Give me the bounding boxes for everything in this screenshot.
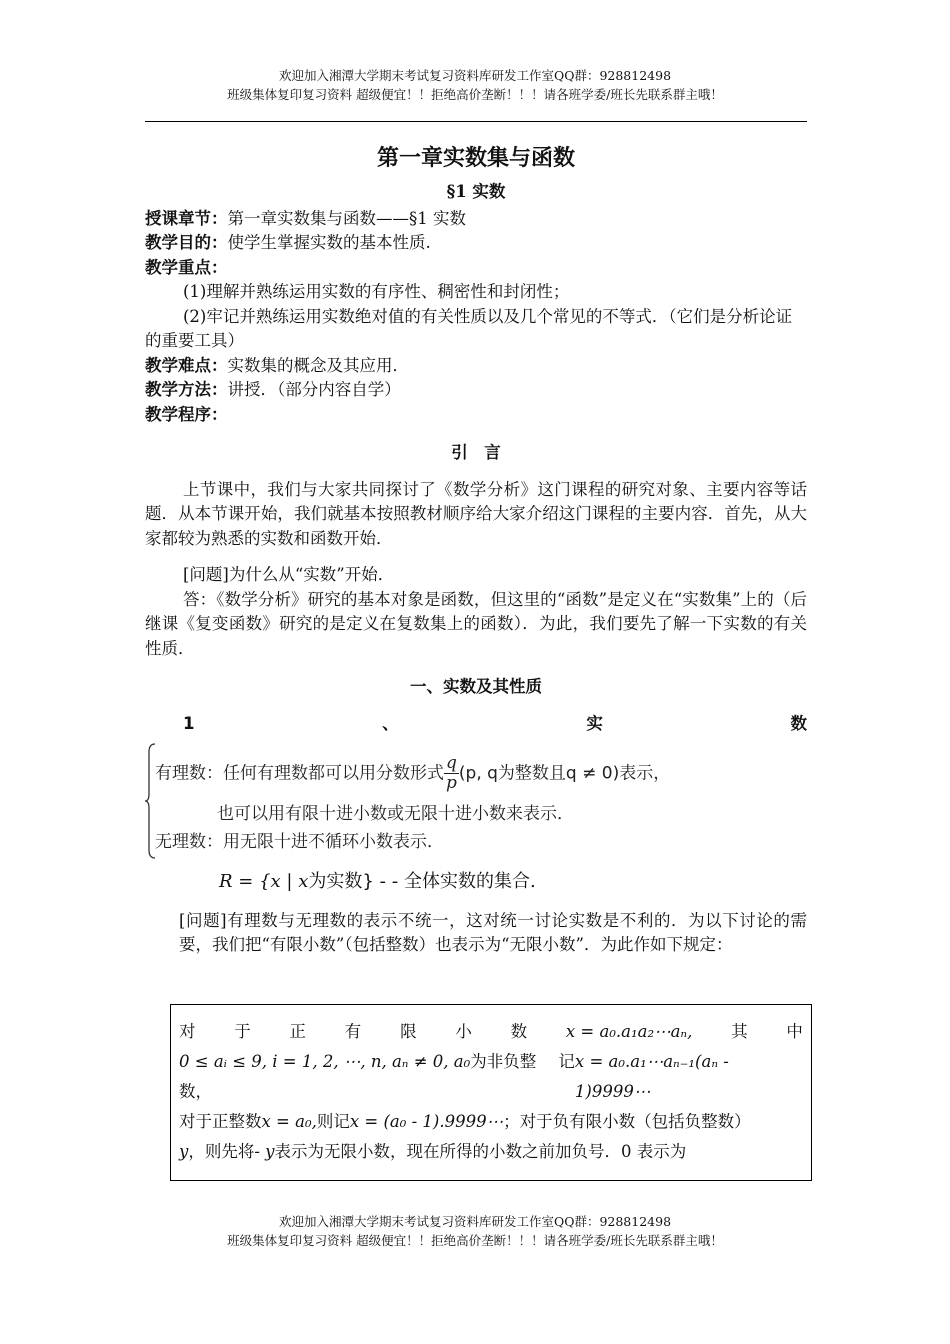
question-1-text: 为什么从“实数”开始． [228, 565, 395, 584]
fraction-q-over-p [444, 754, 459, 793]
question-2-text: 有理数与无理数的表示不统一，这对统一讨论实数是不利的．为以下讨论的需要，我们把“有限小数”（包括整数）也表示为“无限小数”．为此作如下规定： [179, 910, 808, 954]
subsection-1-heading [145, 712, 807, 737]
goal-value: 使学生掌握实数的基本性质. [227, 233, 431, 252]
set-word: 为实数} [308, 871, 374, 892]
subsection-number: 1 [183, 713, 195, 733]
box-r3-a: 对于正整数 [179, 1112, 262, 1131]
procedure-label: 教学程序： [145, 404, 228, 424]
box-r1-w1: 于 [234, 1022, 251, 1041]
focus-item-1: (1)理解并熟练运用实数的有序性、稠密性和封闭性； [183, 282, 570, 301]
question-1 [145, 563, 807, 588]
header-line-1: 欢迎加入湘潭大学期末考试复习资料库研发工作室QQ群：928812498 [278, 68, 672, 83]
rational-line [155, 754, 670, 793]
difficulty-label: 教学难点： [145, 355, 228, 375]
intro-heading: 引 言 [451, 443, 501, 462]
intro-paragraph: 上节课中，我们与大家共同探讨了《数学分析》这门课程的研究对象、主要内容等话题．从本节课开始，我们就基本按照教材顺序给大家介绍这门课程的主要内容．首先，从大家都较为熟悉的实数和函数开始． [145, 479, 807, 548]
box-r1-w6: 数 [510, 1022, 528, 1041]
method-label: 教学方法： [145, 380, 228, 399]
box-row-4 [179, 1137, 803, 1167]
document-body [145, 140, 807, 958]
subsection-word-1: 实 [586, 713, 603, 733]
box-r2-left [179, 1047, 558, 1107]
box-r1-math: x = a₀.a₁a₂⋯aₙ, [565, 1022, 693, 1041]
question-2 [179, 909, 807, 958]
subsection-word-2: 数 [790, 713, 807, 733]
section-title: §1 实数 [446, 182, 506, 201]
page-header [0, 66, 950, 104]
box-r3-b: 则记 [316, 1112, 350, 1131]
footer-line-1: 欢迎加入湘潭大学期末考试复习资料库研发工作室QQ群：928812498 [278, 1214, 672, 1229]
box-r2-ji: 记 [558, 1052, 575, 1071]
page-footer [0, 1212, 950, 1250]
chapter-value: 第一章实数集与函数——§1 实数 [227, 208, 466, 228]
difficulty-value: 实数集的概念及其应用． [227, 355, 409, 375]
focus-item-2: (2)牢记并熟练运用实数绝对值的有关性质以及几个常见的不等式．（它们是分析论证的重要工具） [145, 306, 793, 350]
rational-decimal-line: 也可以用有限十进小数或无限十进小数来表示． [217, 804, 574, 824]
meta-chapter [145, 207, 807, 232]
box-r4-b: 表示为无限小数，现在所得的小数之前加负号．0 表示为 [274, 1142, 687, 1161]
method-value: 讲授．（部分内容自学） [227, 380, 401, 399]
question-2-label: [问题] [179, 910, 227, 930]
box-r2-math2: x = a₀.a₁⋯aₙ₋₁(aₙ - 1)9999⋯ [574, 1052, 729, 1101]
box-row-2 [179, 1047, 803, 1107]
box-r2-math: 0 ≤ aᵢ ≤ 9, i = 1, 2, ⋯, n, aₙ ≠ 0, a₀ [179, 1052, 471, 1071]
fraction-numerator: q [446, 753, 457, 773]
box-r3-c: ；对于负有限小数（包括负整数） [503, 1112, 751, 1131]
number-classification [145, 742, 807, 860]
box-r1-w5: 小 [455, 1022, 472, 1041]
real-set-definition [219, 870, 807, 895]
question-1-label: [问题] [183, 565, 229, 584]
rational-text: 有理数：任何有理数都可以用分数形式 [155, 763, 444, 784]
chapter-title: 第一章实数集与函数 [376, 146, 575, 171]
set-end: . [529, 871, 536, 892]
section-1-heading: 一、实数及其性质 [410, 677, 542, 696]
box-r1-w2: 正 [289, 1022, 307, 1041]
box-r3-m1: x = a₀, [261, 1112, 317, 1131]
meta-goal [145, 231, 807, 256]
meta-difficulty [145, 354, 807, 379]
answer-1: 答：《数学分析》研究的基本对象是函数，但这里的“函数”是定义在“实数集”上的（后继课《复变函数》研究的是定义在复数集上的函数）．为此，我们要先了解一下实数的有关性质． [145, 589, 807, 658]
irrational-line: 无理数：用无限十进不循环小数表示． [155, 832, 444, 852]
goal-label: 教学目的： [145, 233, 228, 252]
box-r1-t0: 其 [731, 1022, 748, 1041]
chapter-label: 授课章节： [145, 208, 228, 228]
box-r2-word: 为非负整数 [179, 1052, 537, 1101]
definition-box [170, 1004, 812, 1181]
box-r3-m2: x = (a₀ - 1).9999⋯ [349, 1112, 504, 1131]
box-r1-w0: 对 [179, 1022, 196, 1041]
box-r4-m2: - y [254, 1142, 275, 1161]
box-r1-w3: 有 [344, 1022, 362, 1041]
box-r1-w4: 限 [400, 1022, 417, 1041]
focus-label: 教学重点： [145, 257, 228, 277]
subsection-sep: 、 [382, 713, 399, 733]
box-row-3 [179, 1107, 803, 1137]
box-r2-comma: ， [195, 1082, 212, 1101]
box-r4-m1: y [179, 1142, 189, 1161]
set-math: R = {x | x [219, 871, 309, 892]
header-line-2: 班级集体复印复习资料 超级便宜！！拒绝高价垄断！！！请各班学委/班长先联系群主哦！ [227, 87, 723, 102]
box-r4-a: ，则先将 [188, 1142, 255, 1161]
box-row-1 [179, 1017, 803, 1047]
rational-condition: (p, q为整数且q ≠ 0)表示， [458, 763, 671, 784]
footer-line-2: 班级集体复印复习资料 超级便宜！！拒绝高价垄断！！！请各班学委/班长先联系群主哦！ [227, 1233, 723, 1248]
meta-method [145, 378, 807, 403]
header-rule [145, 121, 807, 122]
set-description: - - 全体实数的集合 [373, 871, 530, 892]
fraction-denominator: p [446, 773, 457, 793]
box-r1-t1: 中 [786, 1022, 803, 1041]
